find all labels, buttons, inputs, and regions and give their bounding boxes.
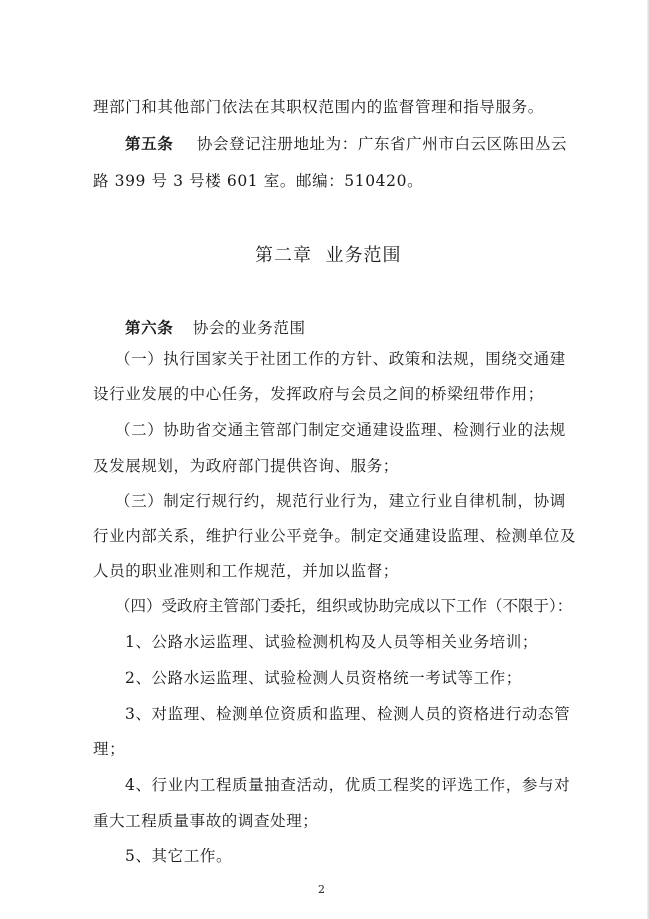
- page-number: 2: [318, 883, 325, 896]
- item-3-line-1: （三）制定行规行约，规范行业行为，建立行业自律机制，协调: [115, 492, 566, 510]
- item-4-line-1: （四）受政府主管部门委托，组织或协助完成以下工作（不限于）：: [115, 597, 573, 615]
- article-5-line-2: 路 399 号 3 号楼 601 室。邮编：510420。: [93, 172, 424, 190]
- continuation-line: 理部门和其他部门依法在其职权范围内的监督管理和指导服务。: [93, 98, 544, 116]
- sub-item-3-line-1: 3、对监理、检测单位资质和监理、检测人员的资格进行动态管: [125, 705, 571, 723]
- sub-item-2: 2、公路水运监理、试验检测人员资格统一考试等工作；: [125, 669, 522, 687]
- article-5-text-1: 协会登记注册地址为：广东省广州市白云区陈田丛云: [196, 135, 568, 153]
- chapter-title: 第二章 业务范围: [255, 245, 402, 266]
- item-3-line-2: 行业内部关系，维护行业公平竞争。制定交通建设监理、检测单位及: [93, 527, 577, 545]
- sub-item-4-line-2: 重大工程质量事故的调查处理；: [93, 812, 319, 830]
- article-6-heading: 协会的业务范围: [192, 319, 306, 337]
- article-6-label: 第六条: [125, 318, 174, 337]
- item-2-line-2: 及发展规划，为政府部门提供咨询、服务；: [93, 457, 399, 475]
- sub-item-3-line-2: 理；: [93, 740, 126, 758]
- item-3-line-3: 人员的职业准则和工作规范，并加以监督；: [93, 562, 399, 580]
- article-6-line: [125, 318, 306, 338]
- sub-item-5: 5、其它工作。: [125, 847, 233, 865]
- sub-item-4-line-1: 4、行业内工程质量抽查活动，优质工程奖的评选工作，参与对: [125, 776, 571, 794]
- item-1-line-1: （一）执行国家关于社团工作的方针、政策和法规，围绕交通建: [115, 350, 566, 368]
- item-1-line-2: 设行业发展的中心任务，发挥政府与会员之间的桥梁纽带作用；: [93, 385, 544, 403]
- article-5-label: 第五条: [125, 134, 174, 153]
- article-5-line-1: [125, 134, 567, 154]
- sub-item-1: 1、公路水运监理、试验检测机构及人员等相关业务培训；: [125, 633, 538, 651]
- item-2-line-1: （二）协助省交通主管部门制定交通建设监理、检测行业的法规: [115, 421, 566, 439]
